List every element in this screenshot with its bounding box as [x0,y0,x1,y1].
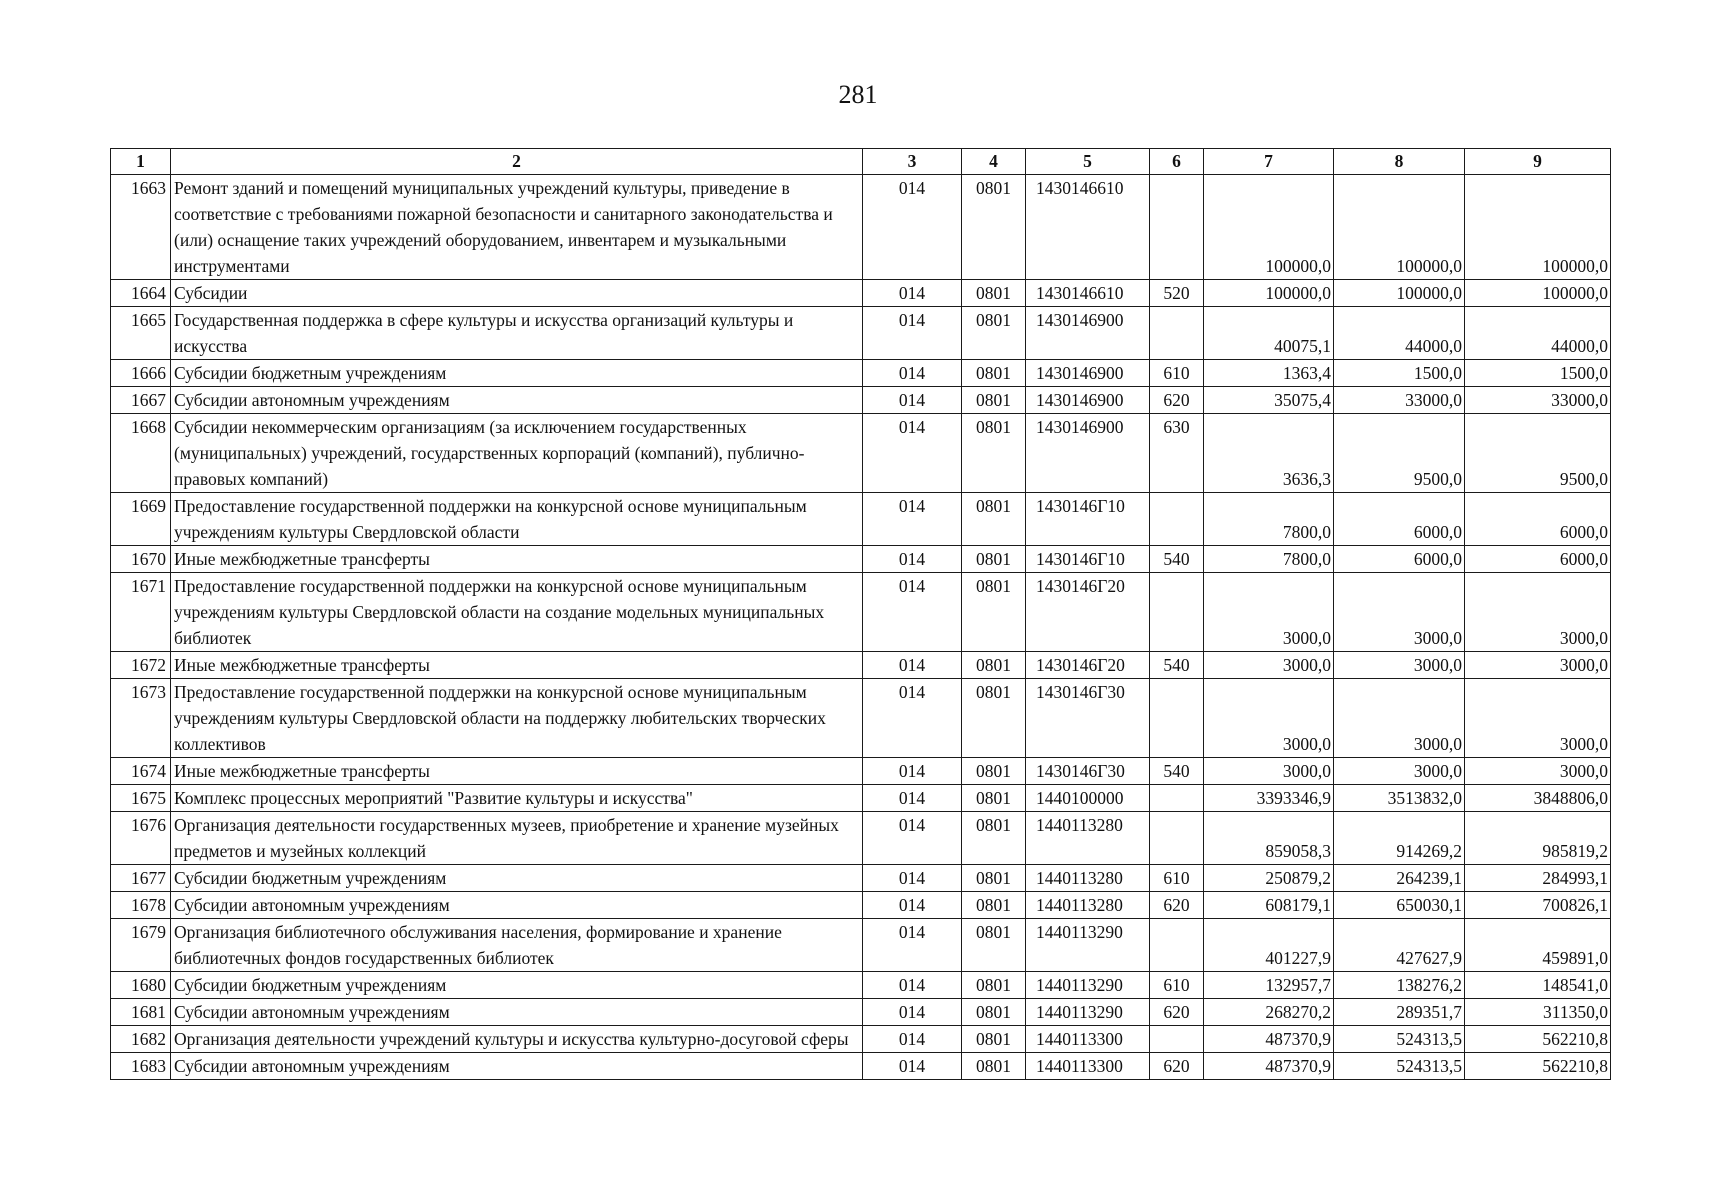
row-name: Субсидии [171,280,863,307]
row-code-6: 620 [1150,387,1204,414]
row-value-8: 100000,0 [1334,175,1465,280]
row-code-4: 0801 [962,652,1026,679]
row-value-8: 3000,0 [1334,758,1465,785]
table-row [111,865,1611,892]
row-code-3: 014 [863,919,962,972]
row-code-4: 0801 [962,785,1026,812]
row-value-9: 1500,0 [1465,360,1611,387]
header-col-8: 8 [1334,149,1465,175]
row-value-7: 487370,9 [1204,1026,1334,1053]
row-value-7: 3393346,9 [1204,785,1334,812]
row-value-8: 33000,0 [1334,387,1465,414]
row-name: Иные межбюджетные трансферты [171,652,863,679]
row-code-3: 014 [863,175,962,280]
row-code-4: 0801 [962,812,1026,865]
row-value-8: 289351,7 [1334,999,1465,1026]
row-code-3: 014 [863,387,962,414]
row-number: 1681 [111,999,171,1026]
header-col-6: 6 [1150,149,1204,175]
row-code-5: 1440113280 [1026,812,1150,865]
row-value-7: 608179,1 [1204,892,1334,919]
row-code-6: 610 [1150,972,1204,999]
row-code-3: 014 [863,546,962,573]
row-code-6 [1150,307,1204,360]
row-code-4: 0801 [962,919,1026,972]
row-number: 1663 [111,175,171,280]
row-value-8: 6000,0 [1334,493,1465,546]
header-col-4: 4 [962,149,1026,175]
row-value-9: 6000,0 [1465,493,1611,546]
row-value-7: 7800,0 [1204,546,1334,573]
row-code-6 [1150,679,1204,758]
table-row [111,280,1611,307]
row-name: Субсидии автономным учреждениям [171,999,863,1026]
row-value-8: 914269,2 [1334,812,1465,865]
row-name: Предоставление государственной поддержки на конкурсной основе муниципальным учреждениям культуры Свердловской области [171,493,863,546]
row-code-6: 620 [1150,999,1204,1026]
row-code-6: 630 [1150,414,1204,493]
header-col-9: 9 [1465,149,1611,175]
row-value-7: 100000,0 [1204,175,1334,280]
row-value-9: 3848806,0 [1465,785,1611,812]
table-body [111,175,1611,1080]
header-col-1: 1 [111,149,171,175]
row-code-3: 014 [863,999,962,1026]
row-code-3: 014 [863,652,962,679]
row-value-9: 985819,2 [1465,812,1611,865]
row-number: 1678 [111,892,171,919]
row-number: 1665 [111,307,171,360]
row-number: 1679 [111,919,171,972]
row-code-6: 540 [1150,546,1204,573]
row-code-5: 1440100000 [1026,785,1150,812]
row-value-9: 6000,0 [1465,546,1611,573]
row-code-6 [1150,785,1204,812]
row-value-7: 7800,0 [1204,493,1334,546]
row-name: Организация деятельности учреждений культуры и искусства культурно-досуговой сферы [171,1026,863,1053]
row-code-6 [1150,493,1204,546]
row-name: Субсидии автономным учреждениям [171,387,863,414]
row-number: 1677 [111,865,171,892]
row-name: Субсидии бюджетным учреждениям [171,972,863,999]
row-value-9: 33000,0 [1465,387,1611,414]
row-name: Организация библиотечного обслуживания населения, формирование и хранение библиотечных фондов государственных библиотек [171,919,863,972]
row-code-5: 1430146Г20 [1026,652,1150,679]
row-code-3: 014 [863,414,962,493]
row-code-3: 014 [863,493,962,546]
table-row [111,679,1611,758]
row-code-5: 1440113300 [1026,1026,1150,1053]
row-code-4: 0801 [962,387,1026,414]
row-number: 1667 [111,387,171,414]
row-name: Организация деятельности государственных музеев, приобретение и хранение музейных предметов и музейных коллекций [171,812,863,865]
table-row [111,1026,1611,1053]
row-code-5: 1430146Г30 [1026,758,1150,785]
row-code-5: 1440113290 [1026,972,1150,999]
row-code-5: 1430146900 [1026,414,1150,493]
table-row [111,573,1611,652]
row-code-6 [1150,812,1204,865]
row-code-4: 0801 [962,573,1026,652]
table-row [111,493,1611,546]
row-code-4: 0801 [962,414,1026,493]
header-col-3: 3 [863,149,962,175]
row-code-5: 1430146900 [1026,360,1150,387]
row-value-7: 3000,0 [1204,652,1334,679]
row-code-5: 1430146610 [1026,280,1150,307]
row-value-9: 100000,0 [1465,280,1611,307]
row-code-6 [1150,175,1204,280]
row-code-5: 1430146Г20 [1026,573,1150,652]
table-row [111,360,1611,387]
row-value-8: 3000,0 [1334,573,1465,652]
row-code-4: 0801 [962,679,1026,758]
row-value-7: 268270,2 [1204,999,1334,1026]
row-value-9: 100000,0 [1465,175,1611,280]
row-name: Предоставление государственной поддержки на конкурсной основе муниципальным учреждениям культуры Свердловской области на поддержку любительских творческих коллективов [171,679,863,758]
row-code-6: 620 [1150,892,1204,919]
row-number: 1664 [111,280,171,307]
row-code-3: 014 [863,280,962,307]
row-code-4: 0801 [962,972,1026,999]
row-value-9: 459891,0 [1465,919,1611,972]
row-name: Субсидии бюджетным учреждениям [171,360,863,387]
row-code-3: 014 [863,758,962,785]
row-name: Субсидии бюджетным учреждениям [171,865,863,892]
row-code-5: 1430146Г10 [1026,493,1150,546]
row-number: 1670 [111,546,171,573]
row-value-9: 44000,0 [1465,307,1611,360]
row-code-6 [1150,573,1204,652]
row-value-8: 100000,0 [1334,280,1465,307]
row-number: 1683 [111,1053,171,1080]
row-value-8: 3513832,0 [1334,785,1465,812]
row-number: 1674 [111,758,171,785]
table-row [111,175,1611,280]
row-code-5: 1440113280 [1026,892,1150,919]
row-name: Субсидии некоммерческим организациям (за исключением государственных (муниципальных) учреждений, государственных корпораций (компаний), публично-правовых компаний) [171,414,863,493]
row-number: 1666 [111,360,171,387]
row-value-8: 9500,0 [1334,414,1465,493]
row-code-6: 610 [1150,360,1204,387]
row-name: Иные межбюджетные трансферты [171,546,863,573]
table-row [111,999,1611,1026]
row-number: 1668 [111,414,171,493]
row-value-7: 3000,0 [1204,573,1334,652]
row-name: Государственная поддержка в сфере культуры и искусства организаций культуры и искусства [171,307,863,360]
row-value-9: 148541,0 [1465,972,1611,999]
table-row [111,652,1611,679]
row-code-5: 1430146900 [1026,387,1150,414]
row-code-6: 610 [1150,865,1204,892]
row-code-5: 1440113290 [1026,919,1150,972]
row-number: 1682 [111,1026,171,1053]
row-number: 1675 [111,785,171,812]
row-code-3: 014 [863,865,962,892]
row-code-6 [1150,1026,1204,1053]
row-number: 1671 [111,573,171,652]
row-code-3: 014 [863,812,962,865]
table-row [111,785,1611,812]
row-code-4: 0801 [962,892,1026,919]
row-code-5: 1440113290 [1026,999,1150,1026]
row-code-3: 014 [863,679,962,758]
row-value-8: 6000,0 [1334,546,1465,573]
header-col-5: 5 [1026,149,1150,175]
row-value-9: 284993,1 [1465,865,1611,892]
row-code-4: 0801 [962,360,1026,387]
page-number: 281 [838,80,878,109]
table-row [111,414,1611,493]
row-value-7: 487370,9 [1204,1053,1334,1080]
row-code-6 [1150,919,1204,972]
row-number: 1673 [111,679,171,758]
row-value-7: 35075,4 [1204,387,1334,414]
row-code-5: 1430146Г30 [1026,679,1150,758]
row-name: Предоставление государственной поддержки на конкурсной основе муниципальным учреждениям культуры Свердловской области на создание модельных муниципальных библиотек [171,573,863,652]
table-row [111,758,1611,785]
row-value-7: 40075,1 [1204,307,1334,360]
row-value-7: 100000,0 [1204,280,1334,307]
row-code-4: 0801 [962,493,1026,546]
row-value-8: 264239,1 [1334,865,1465,892]
row-code-6: 520 [1150,280,1204,307]
row-value-8: 524313,5 [1334,1053,1465,1080]
table-row [111,919,1611,972]
row-code-3: 014 [863,1026,962,1053]
row-value-7: 859058,3 [1204,812,1334,865]
row-number: 1680 [111,972,171,999]
row-value-9: 3000,0 [1465,652,1611,679]
row-name: Ремонт зданий и помещений муниципальных учреждений культуры, приведение в соответствие с требованиями пожарной безопасности и санитарного законодательства и (или) оснащение таких учреждений оборудованием, инвентарем и музыкальными инструментами [171,175,863,280]
header-col-7: 7 [1204,149,1334,175]
header-row [111,149,1611,175]
row-code-4: 0801 [962,999,1026,1026]
table-row [111,972,1611,999]
row-name: Комплекс процессных мероприятий "Развитие культуры и искусства" [171,785,863,812]
row-value-9: 311350,0 [1465,999,1611,1026]
row-value-8: 427627,9 [1334,919,1465,972]
row-code-6: 540 [1150,758,1204,785]
table-row [111,546,1611,573]
row-code-5: 1430146610 [1026,175,1150,280]
row-value-8: 3000,0 [1334,652,1465,679]
row-code-3: 014 [863,892,962,919]
row-value-7: 3000,0 [1204,679,1334,758]
row-name: Субсидии автономным учреждениям [171,1053,863,1080]
row-code-5: 1440113280 [1026,865,1150,892]
row-code-6: 620 [1150,1053,1204,1080]
row-value-7: 132957,7 [1204,972,1334,999]
row-code-3: 014 [863,573,962,652]
row-code-3: 014 [863,1053,962,1080]
row-value-8: 650030,1 [1334,892,1465,919]
row-value-9: 3000,0 [1465,758,1611,785]
row-value-8: 138276,2 [1334,972,1465,999]
row-code-4: 0801 [962,546,1026,573]
table-row [111,387,1611,414]
row-number: 1669 [111,493,171,546]
row-value-8: 1500,0 [1334,360,1465,387]
row-value-7: 1363,4 [1204,360,1334,387]
row-value-9: 3000,0 [1465,573,1611,652]
header-col-2: 2 [171,149,863,175]
row-code-4: 0801 [962,280,1026,307]
row-value-9: 9500,0 [1465,414,1611,493]
row-value-7: 3000,0 [1204,758,1334,785]
row-code-3: 014 [863,785,962,812]
row-code-4: 0801 [962,1053,1026,1080]
row-code-4: 0801 [962,175,1026,280]
row-value-8: 3000,0 [1334,679,1465,758]
row-code-3: 014 [863,972,962,999]
row-code-4: 0801 [962,758,1026,785]
row-value-7: 401227,9 [1204,919,1334,972]
budget-table [110,148,1611,1080]
row-number: 1676 [111,812,171,865]
row-name: Субсидии автономным учреждениям [171,892,863,919]
row-value-9: 562210,8 [1465,1053,1611,1080]
table-row [111,1053,1611,1080]
row-code-4: 0801 [962,865,1026,892]
row-value-9: 3000,0 [1465,679,1611,758]
row-value-9: 562210,8 [1465,1026,1611,1053]
row-code-4: 0801 [962,307,1026,360]
row-code-3: 014 [863,307,962,360]
row-code-4: 0801 [962,1026,1026,1053]
row-code-6: 540 [1150,652,1204,679]
row-code-5: 1430146900 [1026,307,1150,360]
row-name: Иные межбюджетные трансферты [171,758,863,785]
row-value-7: 250879,2 [1204,865,1334,892]
row-code-5: 1440113300 [1026,1053,1150,1080]
row-code-5: 1430146Г10 [1026,546,1150,573]
row-code-3: 014 [863,360,962,387]
row-number: 1672 [111,652,171,679]
table-row [111,812,1611,865]
row-value-8: 524313,5 [1334,1026,1465,1053]
row-value-7: 3636,3 [1204,414,1334,493]
table-row [111,307,1611,360]
table-row [111,892,1611,919]
row-value-8: 44000,0 [1334,307,1465,360]
row-value-9: 700826,1 [1465,892,1611,919]
